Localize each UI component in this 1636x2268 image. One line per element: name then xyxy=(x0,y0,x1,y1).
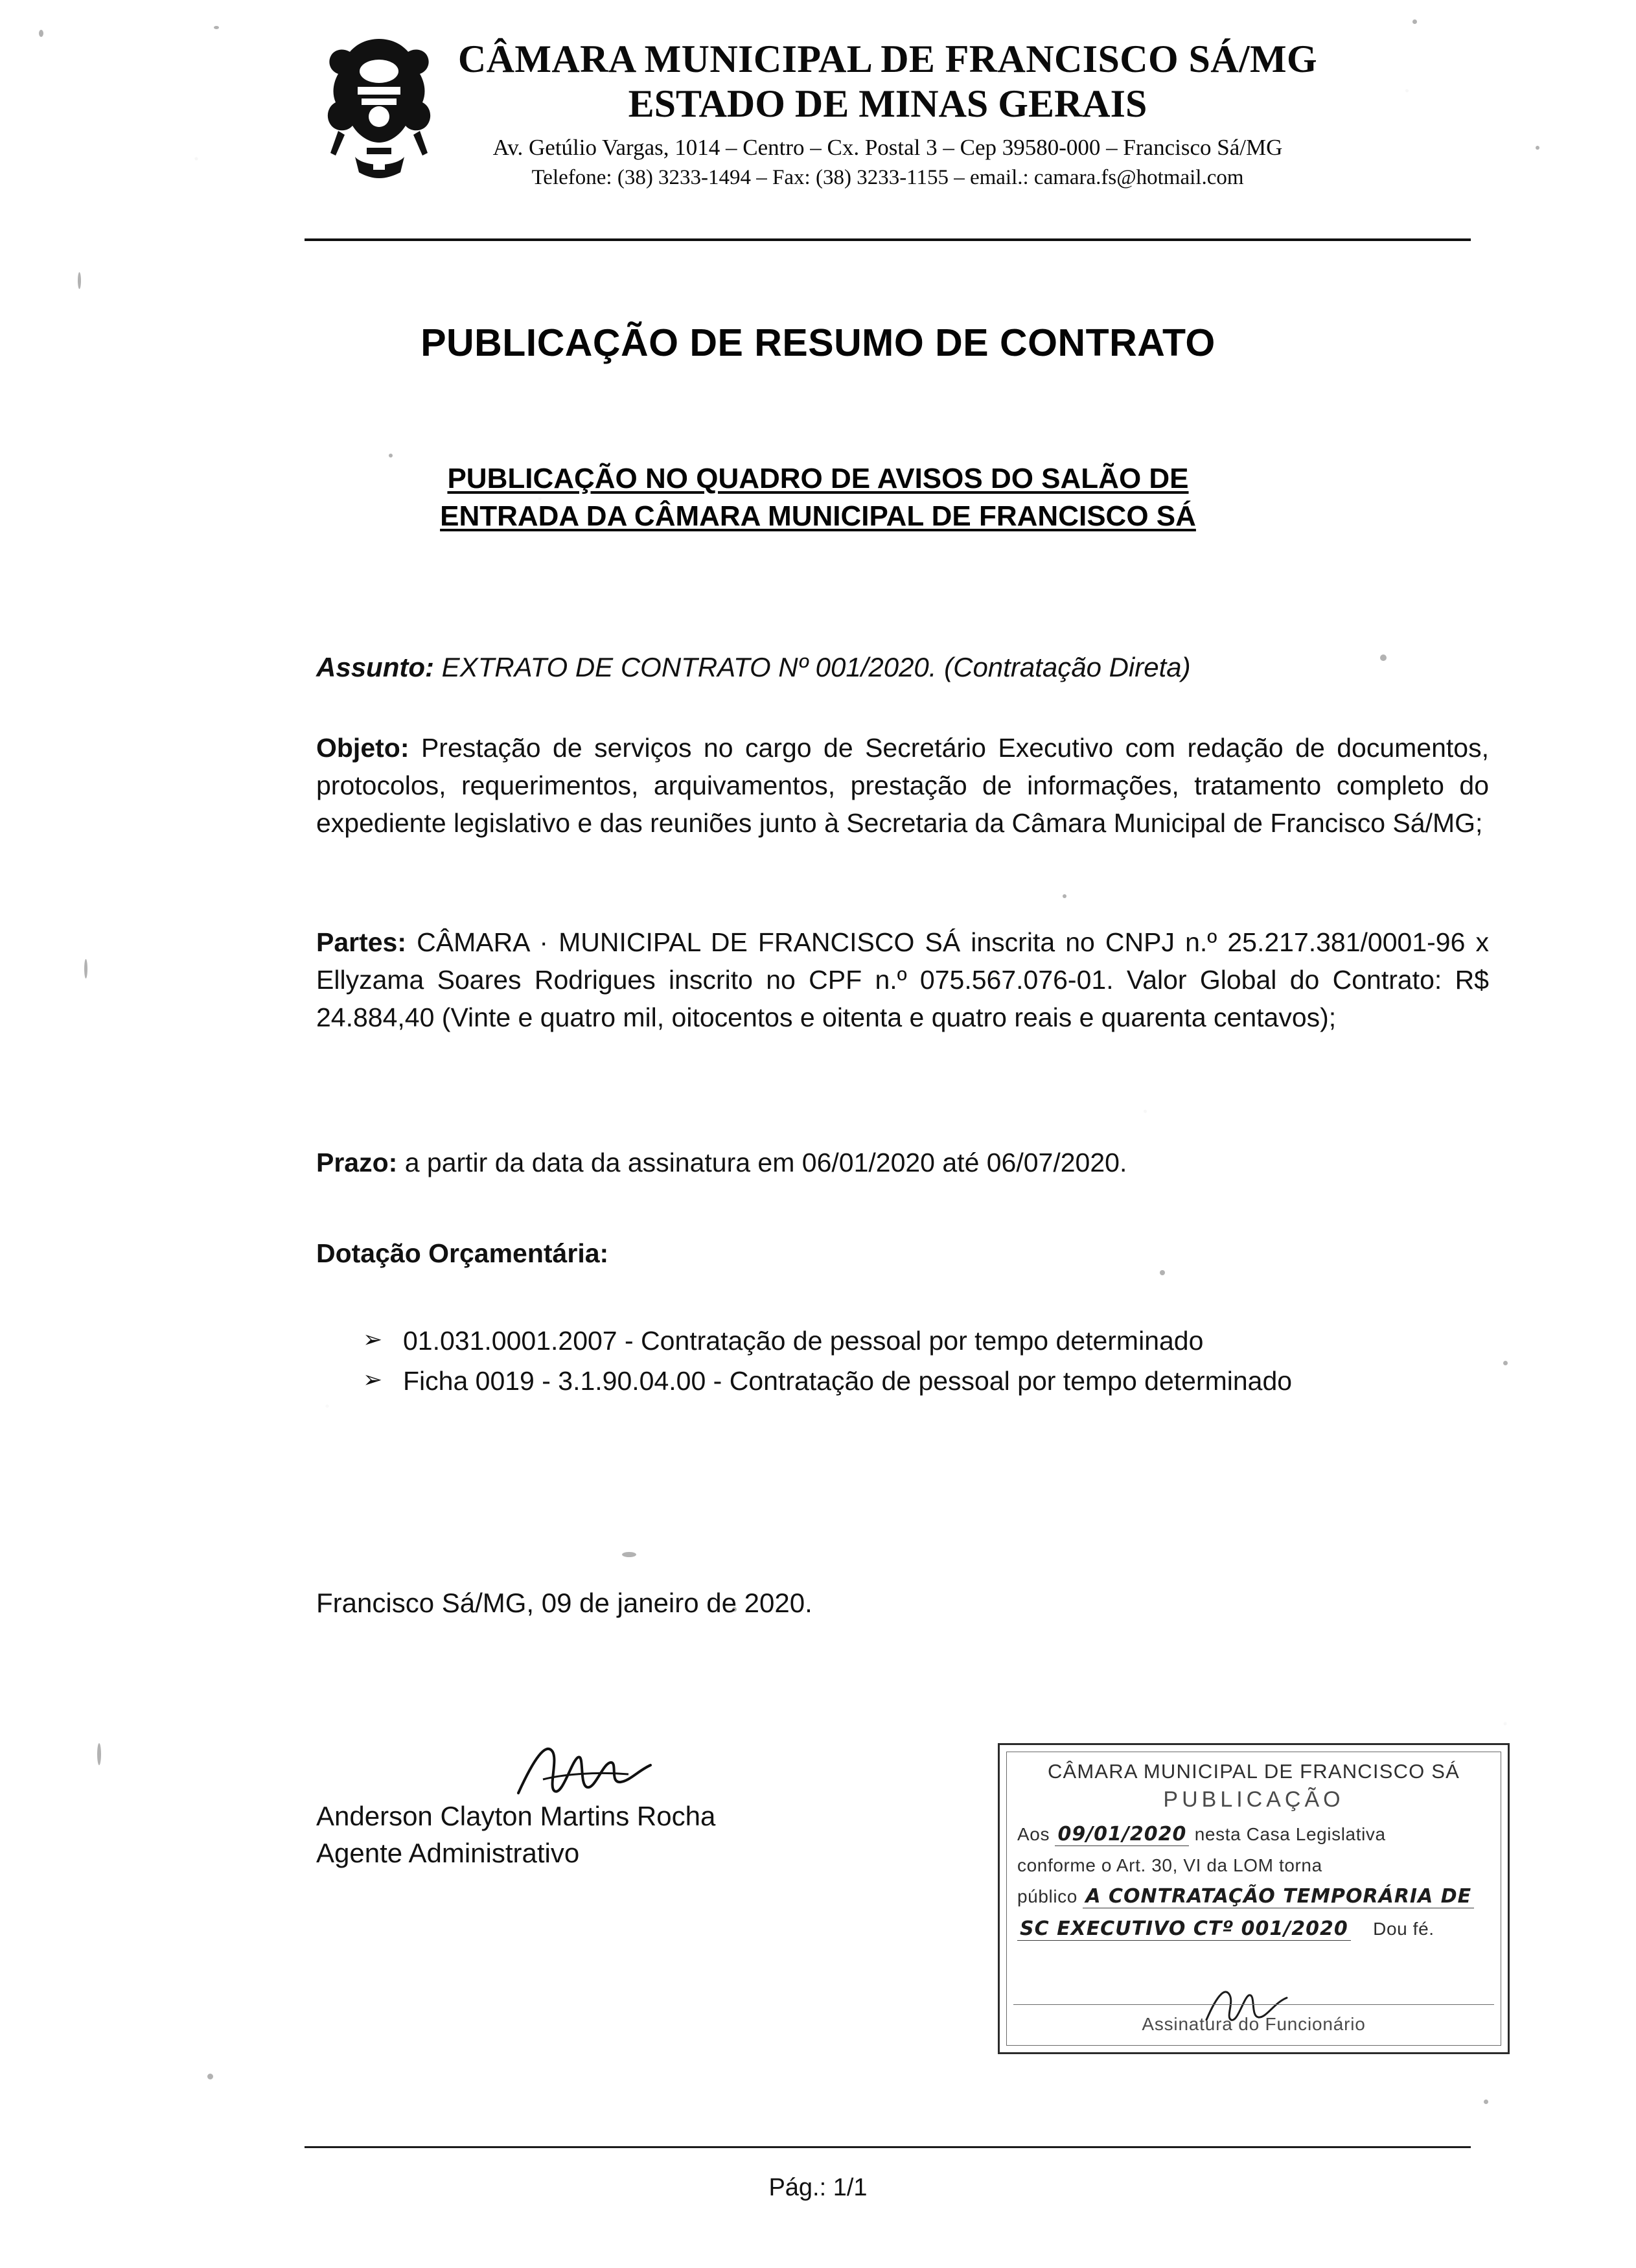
objeto-text: Prestação de serviços no cargo de Secretário Executivo com redação de documentos, protocolos, requerimentos, arquivamentos, prestação de informações, tratamento completo do expediente legislativo e das reuniões junto à Secretaria da Câmara Municipal de Francisco Sá/MG; xyxy=(316,733,1489,839)
handwritten-signature-icon xyxy=(512,1731,661,1809)
header-divider xyxy=(305,238,1471,241)
prazo-text: a partir da data da assinatura em 06/01/2020 até 06/07/2020. xyxy=(397,1148,1127,1177)
page-subtitle-line2: ENTRADA DA CÂMARA MUNICIPAL DE FRANCISCO SÁ xyxy=(440,500,1196,533)
partes-label: Partes: xyxy=(316,927,407,957)
publication-stamp xyxy=(998,1743,1510,2054)
place-and-date: Francisco Sá/MG, 09 de janeiro de 2020. xyxy=(316,1588,812,1618)
stamp-row-date xyxy=(1017,1820,1490,1849)
scan-speck xyxy=(1412,19,1417,24)
list-item xyxy=(363,1362,1490,1400)
stamp-org: CÂMARA MUNICIPAL DE FRANCISCO SÁ xyxy=(1047,1760,1460,1783)
page-title: PUBLICAÇÃO DE RESUMO DE CONTRATO xyxy=(421,321,1215,364)
section-assunto xyxy=(316,648,1489,687)
org-name: CÂMARA MUNICIPAL DE FRANCISCO SÁ/MG xyxy=(457,38,1318,80)
stamp-heading: PUBLICAÇÃO xyxy=(1163,1787,1344,1812)
stamp-date-handwritten: 09/01/2020 xyxy=(1055,1823,1189,1846)
signature-block xyxy=(316,1798,715,1871)
scan-speck xyxy=(84,959,87,978)
signer-name: Anderson Clayton Martins Rocha xyxy=(316,1801,716,1831)
stamp-row-public xyxy=(1017,1882,1490,1911)
org-state: ESTADO DE MINAS GERAIS xyxy=(628,82,1147,126)
scan-speck xyxy=(214,26,219,29)
section-partes xyxy=(316,923,1489,1037)
scan-speck xyxy=(39,30,43,37)
stamp-row4-suffix: Dou fé. xyxy=(1373,1918,1434,1939)
stamp-subject-handwritten: A CONTRATAÇÃO TEMPORÁRIA DE xyxy=(1083,1885,1474,1908)
org-contact: Telefone: (38) 3233-1494 – Fax: (38) 3233-1155 – email.: camara.fs@hotmail.com xyxy=(531,166,1244,190)
stamp-row1-prefix: Aos xyxy=(1017,1824,1050,1844)
prazo-label: Prazo: xyxy=(316,1148,398,1177)
scan-speck xyxy=(207,2074,213,2079)
list-item xyxy=(363,1322,1490,1360)
scan-speck xyxy=(732,1607,737,1612)
bullet-arrow-icon: ➢ xyxy=(363,1326,383,1352)
stamp-contract-handwritten: SC EXECUTIVO CTº 001/2020 xyxy=(1017,1917,1351,1941)
page-subtitle-line1: PUBLICAÇÃO NO QUADRO DE AVISOS DO SALÃO DE xyxy=(447,463,1189,494)
section-dotacao-title: Dotação Orçamentária: xyxy=(316,1238,609,1268)
scan-speck xyxy=(622,1552,636,1557)
scan-speck xyxy=(1536,146,1539,150)
stamp-signature-label: Assinatura do Funcionário xyxy=(1142,2014,1366,2034)
scan-speck xyxy=(1160,1270,1165,1275)
list-item-label: 01.031.0001.2007 - Contratação de pessoal por tempo determinado xyxy=(403,1326,1204,1356)
partes-text: CÂMARA · MUNICIPAL DE FRANCISCO SÁ inscrita no CNPJ n.º 25.217.381/0001-96 x Ellyzama Soares Rodrigues inscrito no CPF n.º 075.567.076-01. Valor Global do Contrato: R$ 24.884,40 (Vinte e quatro mil, oitocentos e oitenta e quatro reais e quarenta centavos); xyxy=(316,927,1489,1033)
scan-speck xyxy=(1503,1361,1508,1365)
stamp-row-contract xyxy=(1017,1915,1490,1943)
document-header xyxy=(305,38,1471,192)
scan-speck xyxy=(78,272,81,289)
objeto-label: Objeto: xyxy=(316,733,409,763)
scan-speck xyxy=(1484,2100,1488,2104)
stamp-row3-prefix: público xyxy=(1017,1886,1077,1907)
section-prazo xyxy=(316,1144,1489,1181)
org-address: Av. Getúlio Vargas, 1014 – Centro – Cx. Postal 3 – Cep 39580-000 – Francisco Sá/MG xyxy=(492,135,1283,161)
signer-role: Agente Administrativo xyxy=(316,1837,580,1868)
scan-speck xyxy=(1380,654,1387,661)
assunto-text: EXTRATO DE CONTRATO Nº 001/2020. (Contratação Direta) xyxy=(434,652,1191,682)
page-subtitle xyxy=(0,460,1636,535)
footer-divider xyxy=(305,2146,1471,2148)
scan-speck xyxy=(97,1743,101,1765)
page-number: Pág.: 1/1 xyxy=(768,2174,868,2201)
list-item-label: Ficha 0019 - 3.1.90.04.00 - Contratação de pessoal por tempo determinado xyxy=(403,1366,1293,1396)
dotacao-list xyxy=(363,1322,1490,1402)
section-objeto xyxy=(316,729,1489,842)
bullet-arrow-icon: ➢ xyxy=(363,1366,383,1393)
stamp-row1-suffix: nesta Casa Legislativa xyxy=(1194,1824,1386,1844)
scan-speck xyxy=(389,454,393,457)
assunto-label: Assunto: xyxy=(316,652,434,682)
stamp-row-article: conforme o Art. 30, VI da LOM torna xyxy=(1017,1855,1322,1875)
scan-speck xyxy=(1063,894,1066,898)
